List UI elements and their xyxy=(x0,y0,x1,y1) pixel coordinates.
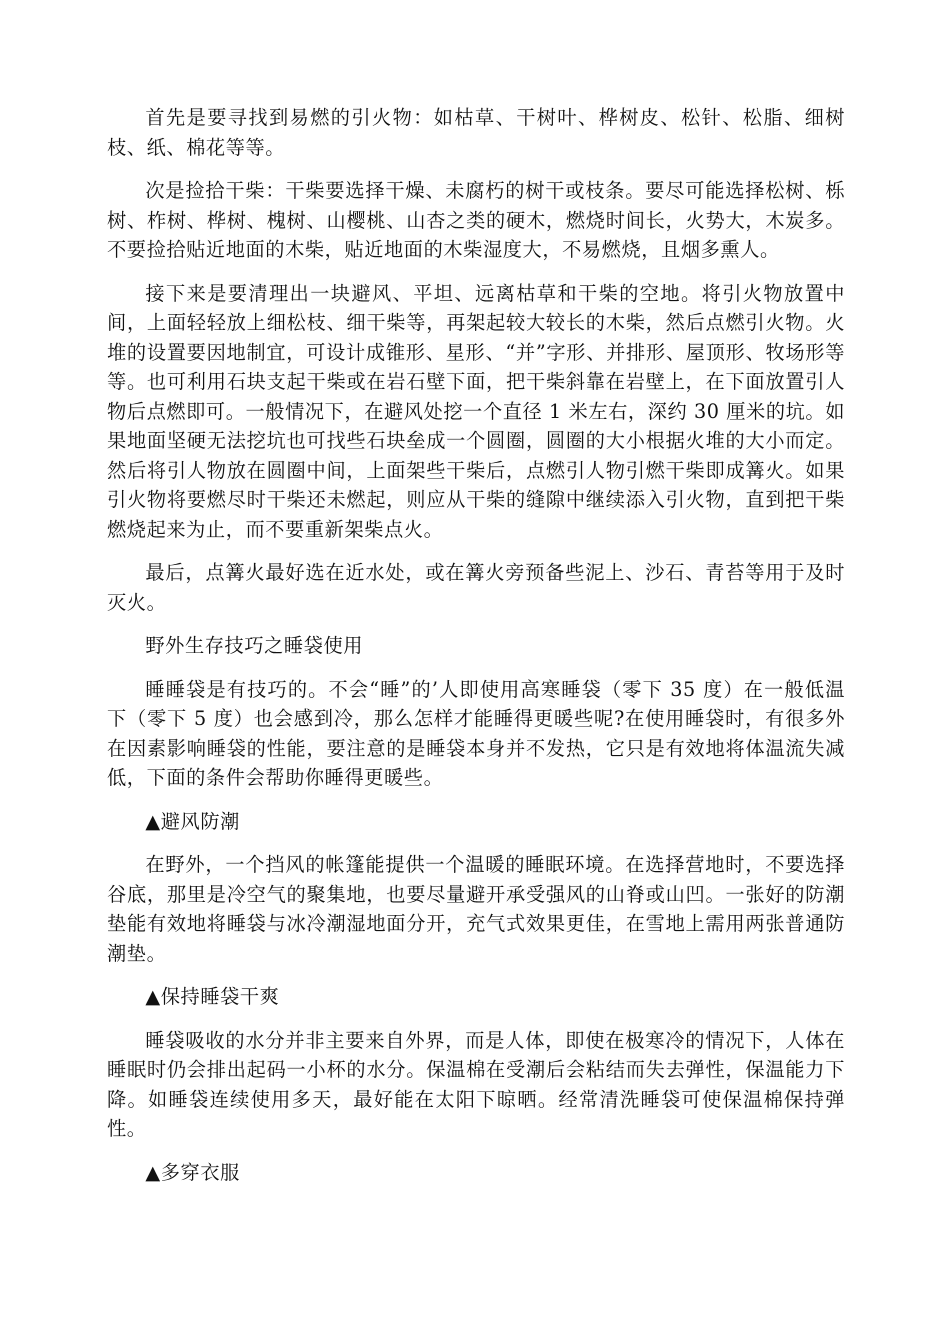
tip-body-windproof: 在野外，一个挡风的帐篷能提供一个温暖的睡眠环境。在选择营地时，不要选择谷底，那里是冷空气的聚集地，也要尽量避开承受强风的山脊或山凹。一张好的防潮垫能有效地将睡袋与冰冷潮湿地面分开，充气式效果更佳，在雪地上需用两张普通防潮垫。 xyxy=(107,853,845,965)
tip-body-dry: 睡袋吸收的水分并非主要来自外界，而是人体，即使在极寒冷的情况下，人体在睡眠时仍会排出起码一小杯的水分。保温棉在受潮后会粘结而失去弹性，保温能力下降。如睡袋连续使用多天，最好能在太阳下晾晒。经常清洗睡袋可使保温棉保持弹性。 xyxy=(107,1028,845,1140)
tip-heading-windproof: ▲避风防潮 xyxy=(145,809,240,833)
section-title: 野外生存技巧之睡袋使用 xyxy=(145,634,364,657)
tip-heading-dry: ▲保持睡袋干爽 xyxy=(145,985,280,1008)
paragraph-fire-setup: 接下来是要清理出一块避风、平坦、远离枯草和干柴的空地。将引火物放置中间，上面轻轻放上细松枝、细干柴等，再架起较大较长的木柴，然后点燃引火物。火堆的设置要因地制宜，可设计成锥形、星形、“并”字形、并排形、屋顶形、牧场形等等。也可利用石块支起干柴或在岩石壁下面，把干柴斜靠在岩壁上，在下面放置引人物后点燃即可。一般情况下，在避风处挖一个直径 1 米左右，深约 30 厘米的坑。如果地面坚硬无法挖坑也可找些石块垒成一个圆圈，圆圈的大小根据火堆的大小而定。然后将引人物放在圆圈中间，上面架些干柴后，点燃引人物引燃干柴即成篝火。如果引火物将要燃尽时干柴还未燃起，则应从干柴的缝隙中继续添入引火物，直到把干柴燃烧起来为止，而不要重新架柴点火。 xyxy=(107,281,845,541)
paragraph-sleeping-bag-intro: 睡睡袋是有技巧的。不会“睡”的’人即使用高寒睡袋（零下 35 度）在一般低温下（零下 5 度）也会感到冷，那么怎样才能睡得更暖些呢?在使用睡袋时，有很多外在因素影响睡袋的性能，要注意的是睡袋本身并不发热，它只是有效地将体温流失减低，下面的条件会帮助你睡得更暖些。 xyxy=(107,677,845,789)
paragraph-extinguish: 最后，点篝火最好选在近水处，或在篝火旁预备些泥上、沙石、青苔等用于及时灭火。 xyxy=(107,561,845,614)
document-page xyxy=(107,103,845,1201)
tip-heading-clothes: ▲多穿衣服 xyxy=(145,1160,240,1184)
paragraph-firewood: 次是捡拾干柴：干柴要选择干燥、未腐朽的树干或枝条。要尽可能选择松树、栎树、柞树、桦树、槐树、山樱桃、山杏之类的硬木，燃烧时间长，火势大，木炭多。不要捡拾贴近地面的木柴，贴近地面的木柴湿度大，不易燃烧，且烟多熏人。 xyxy=(107,179,845,261)
paragraph-kindling: 首先是要寻找到易燃的引火物：如枯草、干树叶、桦树皮、松针、松脂、细树枝、纸、棉花等等。 xyxy=(107,106,845,159)
